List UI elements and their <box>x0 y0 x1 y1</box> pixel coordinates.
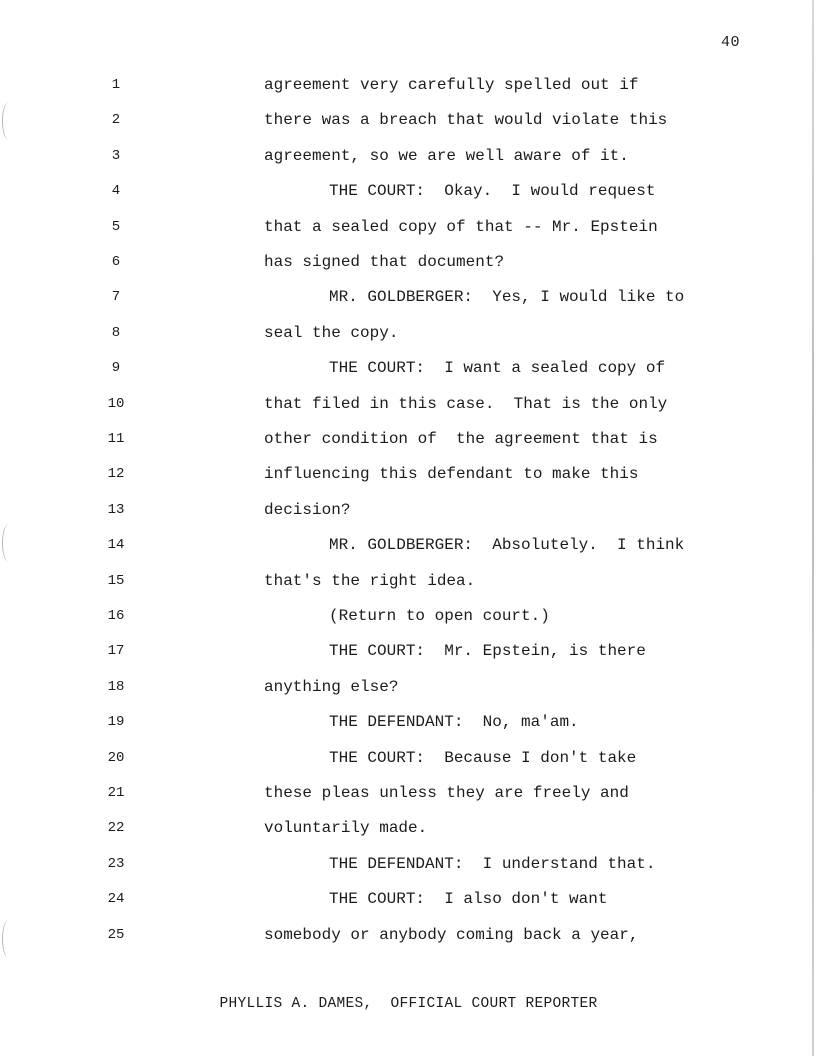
line-text: THE COURT: Okay. I would request <box>329 182 656 200</box>
page-number: 40 <box>720 34 740 51</box>
line-number: 7 <box>111 289 121 305</box>
line-text: THE DEFENDANT: No, ma'am. <box>329 713 579 731</box>
line-text: there was a breach that would violate this <box>264 111 668 129</box>
transcript-line <box>0 852 817 876</box>
transcript-line <box>0 356 817 380</box>
line-text: THE COURT: Because I don't take <box>329 749 637 767</box>
line-text: voluntarily made. <box>264 819 428 837</box>
line-text: decision? <box>264 501 351 519</box>
transcript-line <box>0 781 817 805</box>
transcript-line <box>0 73 817 97</box>
line-number: 14 <box>107 537 125 553</box>
line-text: somebody or anybody coming back a year, <box>264 926 639 944</box>
transcript-line <box>0 569 817 593</box>
line-number: 9 <box>111 360 121 376</box>
line-number: 6 <box>111 254 121 270</box>
transcript-line <box>0 604 817 628</box>
line-text: other condition of the agreement that is <box>264 430 658 448</box>
line-number: 2 <box>111 112 121 128</box>
transcript-line <box>0 710 817 734</box>
transcript-line <box>0 392 817 416</box>
line-number: 18 <box>107 679 125 695</box>
line-text: THE DEFENDANT: I understand that. <box>329 855 656 873</box>
transcript-line <box>0 144 817 168</box>
line-text: anything else? <box>264 678 399 696</box>
transcript-line <box>0 250 817 274</box>
line-number: 10 <box>107 396 125 412</box>
line-number: 19 <box>107 714 125 730</box>
transcript-line <box>0 215 817 239</box>
line-text: agreement very carefully spelled out if <box>264 76 639 94</box>
line-text: that a sealed copy of that -- Mr. Epstein <box>264 218 658 236</box>
line-text: THE COURT: I want a sealed copy of <box>329 359 666 377</box>
transcript-line <box>0 923 817 947</box>
line-number: 8 <box>111 325 121 341</box>
transcript-line <box>0 179 817 203</box>
line-text: seal the copy. <box>264 324 399 342</box>
line-number: 4 <box>111 183 121 199</box>
line-text: these pleas unless they are freely and <box>264 784 629 802</box>
transcript-line <box>0 639 817 663</box>
line-text: (Return to open court.) <box>329 607 550 625</box>
line-text: MR. GOLDBERGER: Yes, I would like to <box>329 288 685 306</box>
transcript-line <box>0 285 817 309</box>
transcript-line <box>0 108 817 132</box>
line-text: has signed that document? <box>264 253 505 271</box>
line-number: 16 <box>107 608 125 624</box>
transcript-line <box>0 746 817 770</box>
line-number: 15 <box>107 573 125 589</box>
line-number: 17 <box>107 643 125 659</box>
line-number: 24 <box>107 891 125 907</box>
transcript-line <box>0 462 817 486</box>
line-text: influencing this defendant to make this <box>264 465 639 483</box>
transcript-line <box>0 427 817 451</box>
transcript-line <box>0 533 817 557</box>
court-reporter-footer: PHYLLIS A. DAMES, OFFICIAL COURT REPORTER <box>219 996 598 1012</box>
line-number: 1 <box>111 77 121 93</box>
line-number: 25 <box>107 927 125 943</box>
line-text: that's the right idea. <box>264 572 476 590</box>
transcript-line <box>0 675 817 699</box>
line-number: 23 <box>107 856 125 872</box>
line-number: 12 <box>107 466 125 482</box>
line-number: 22 <box>107 820 125 836</box>
line-number: 20 <box>107 750 125 766</box>
line-number: 11 <box>107 431 125 447</box>
transcript-line <box>0 816 817 840</box>
transcript-line <box>0 887 817 911</box>
line-number: 5 <box>111 219 121 235</box>
transcript-line <box>0 498 817 522</box>
line-number: 13 <box>107 502 125 518</box>
line-text: MR. GOLDBERGER: Absolutely. I think <box>329 536 685 554</box>
line-text: THE COURT: I also don't want <box>329 890 608 908</box>
line-text: that filed in this case. That is the only <box>264 395 668 413</box>
line-number: 3 <box>111 148 121 164</box>
line-number: 21 <box>107 785 125 801</box>
transcript-line <box>0 321 817 345</box>
line-text: THE COURT: Mr. Epstein, is there <box>329 642 646 660</box>
line-text: agreement, so we are well aware of it. <box>264 147 629 165</box>
